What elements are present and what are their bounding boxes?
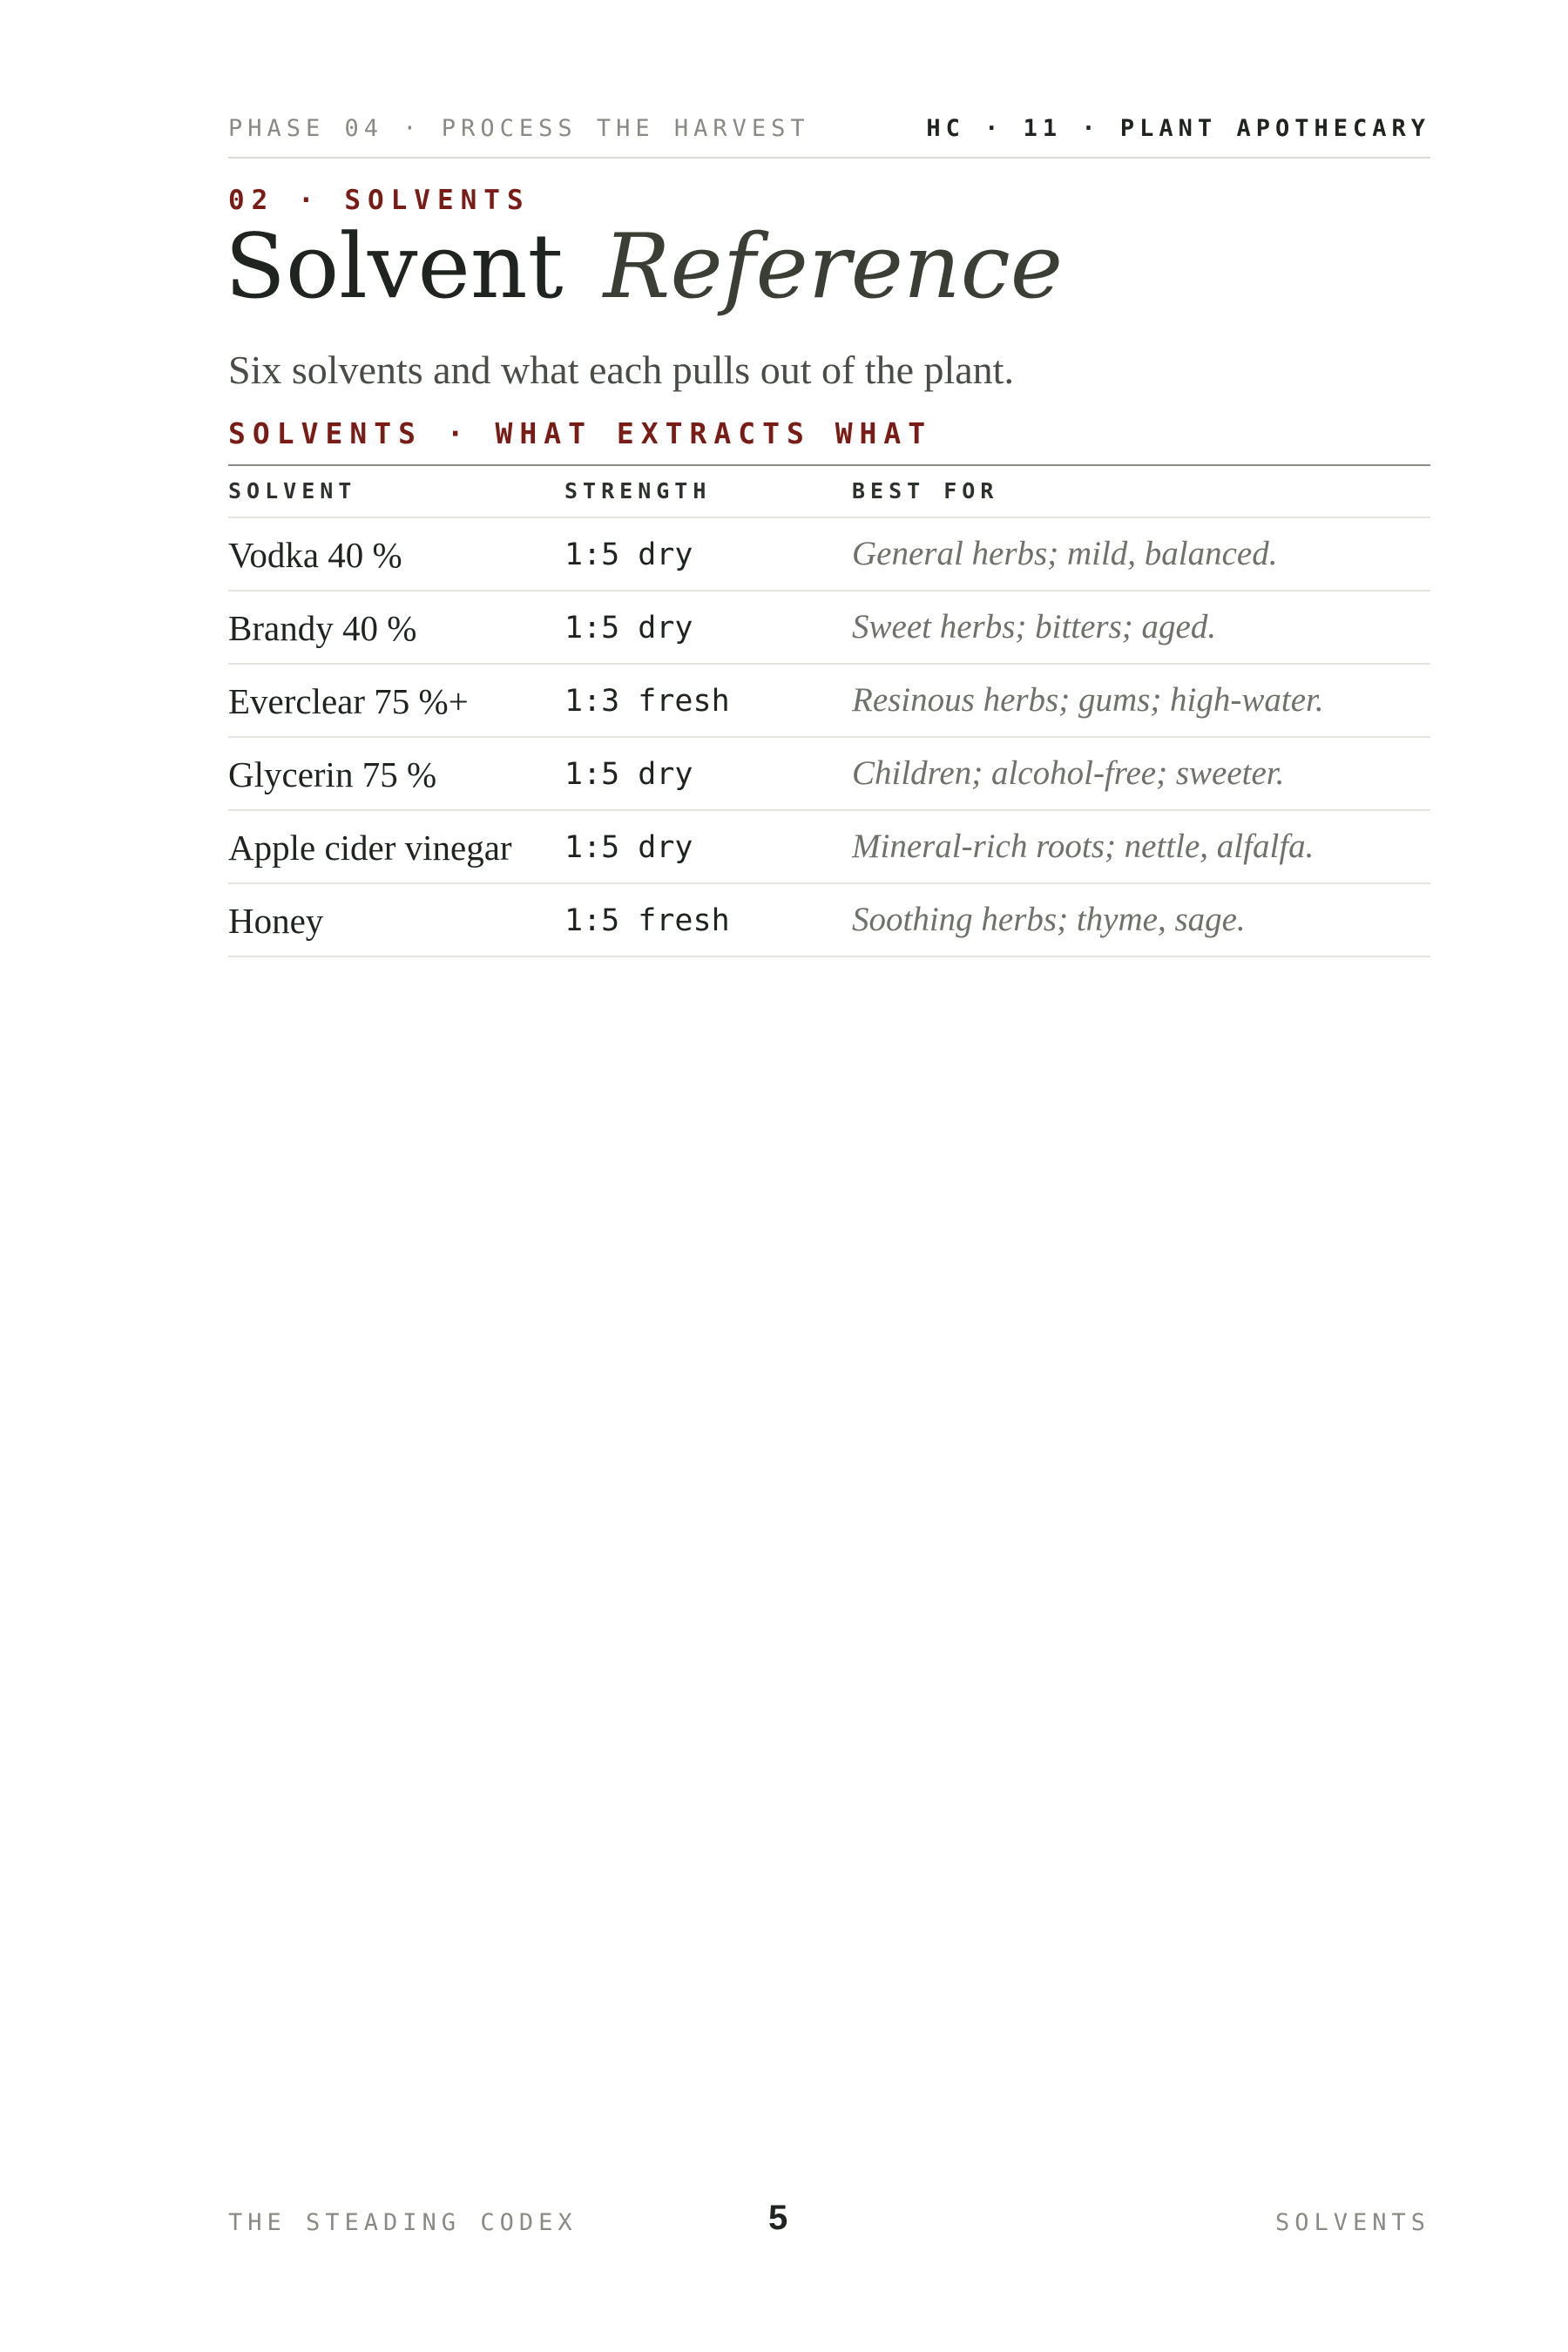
running-head: [228, 112, 1430, 159]
cell-best-for: Soothing herbs; thyme, sage.: [852, 901, 1246, 938]
cell-solvent: Glycerin 75 %: [228, 754, 437, 794]
cell-strength: 1:5 dry: [564, 830, 693, 865]
cell-best-for: Mineral-rich roots; nettle, alfalfa.: [852, 828, 1315, 865]
table-caption: SOLVENTS · WHAT EXTRACTS WHAT: [228, 416, 933, 450]
table-row: [228, 518, 1430, 591]
cell-strength: 1:5 dry: [564, 537, 693, 572]
page-number: 5: [768, 2199, 788, 2237]
cell-best-for: Resinous herbs; gums; high-water.: [852, 681, 1324, 719]
cell-best-for: Sweet herbs; bitters; aged.: [852, 608, 1217, 645]
cell-strength: 1:5 dry: [564, 611, 693, 645]
cell-strength: 1:5 dry: [564, 757, 693, 792]
column-header-best-for: BEST FOR: [852, 478, 999, 504]
running-head-phase: PHASE 04 · PROCESS THE HARVEST: [228, 115, 810, 142]
page-subtitle: Six solvents and what each pulls out of the plant.: [228, 348, 1014, 392]
section-kicker: 02 · SOLVENTS: [228, 185, 531, 216]
footer-book-title: THE STEADING CODEX: [228, 2209, 578, 2236]
table-row: [228, 738, 1430, 811]
solvent-table: [228, 464, 1430, 957]
table-row: [228, 591, 1430, 665]
column-header-solvent: SOLVENT: [228, 478, 357, 504]
cell-solvent: Vodka 40 %: [228, 535, 402, 575]
table-header-row: [228, 466, 1430, 518]
cell-strength: 1:3 fresh: [564, 684, 730, 719]
cell-strength: 1:5 fresh: [564, 903, 730, 938]
cell-solvent: Honey: [228, 901, 324, 941]
table-row: [228, 884, 1430, 957]
document-page: [225, 0, 1430, 2352]
page-title: [225, 216, 1063, 318]
cell-best-for: General herbs; mild, balanced.: [852, 535, 1278, 572]
page-title-italic: Reference: [603, 215, 1064, 319]
column-header-strength: STRENGTH: [564, 478, 712, 504]
cell-solvent: Everclear 75 %+: [228, 681, 469, 721]
cell-solvent: Brandy 40 %: [228, 608, 417, 648]
cell-best-for: Children; alcohol-free; sweeter.: [852, 754, 1285, 792]
running-head-series: HC · 11 · PLANT APOTHECARY: [926, 115, 1430, 142]
footer-section: SOLVENTS: [1274, 2209, 1430, 2236]
page-title-roman: Solvent: [225, 215, 564, 319]
table-row: [228, 665, 1430, 738]
cell-solvent: Apple cider vinegar: [228, 828, 512, 868]
table-row: [228, 811, 1430, 884]
